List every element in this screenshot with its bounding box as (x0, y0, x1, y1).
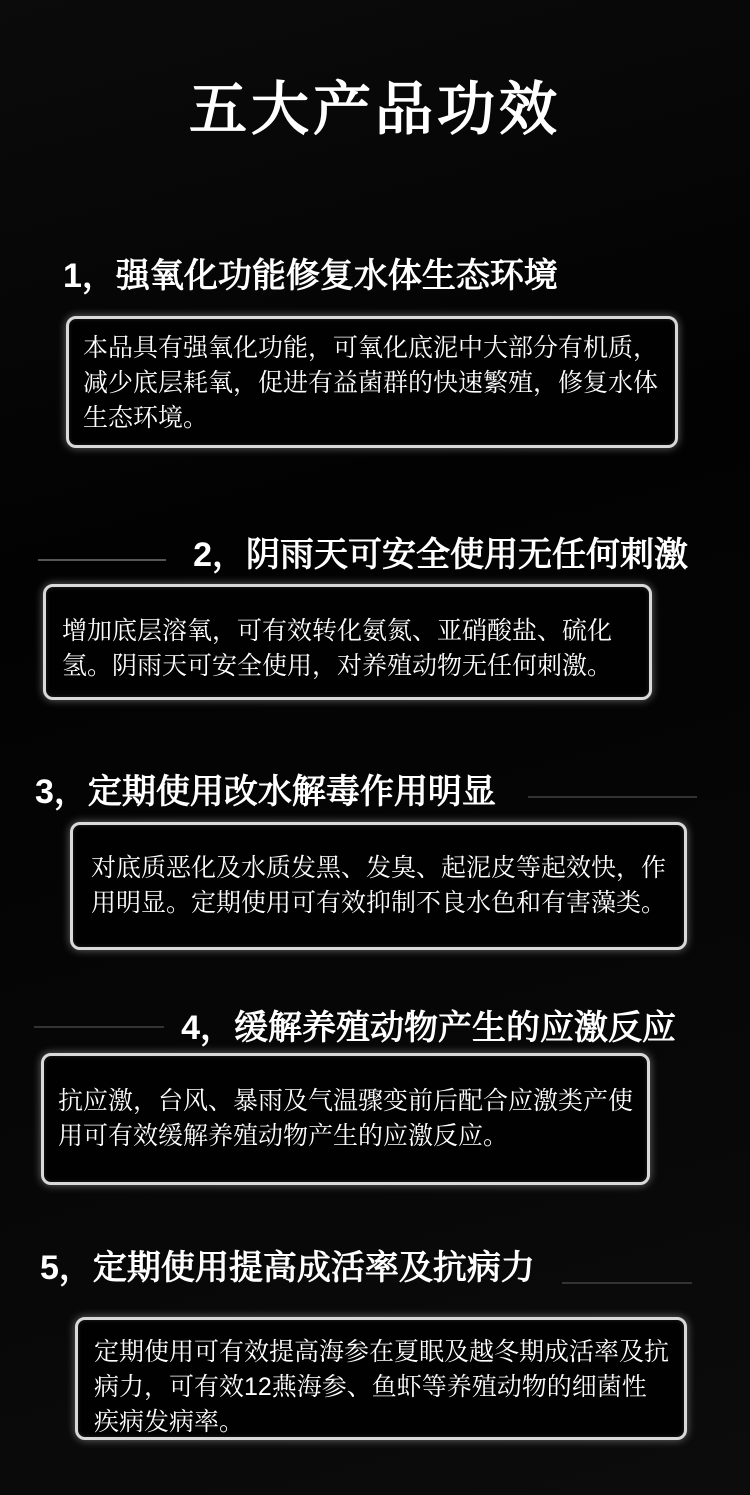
section-3-description-box (70, 822, 687, 950)
section-2-description-box (43, 584, 652, 700)
section-3-description-text: 对底质恶化及水质发黑、发臭、起泥皮等起效快，作用明显。定期使用可有效抑制不良水色和有害藻类。 (91, 854, 667, 917)
heading-rule-left (38, 559, 166, 561)
section-4-heading: 4，缓解养殖动物产生的应激反应 (181, 1009, 676, 1047)
section-5-description-text: 定期使用可有效提高海参在夏眠及越冬期成活率及抗病力，可有效12燕海参、鱼虾等养殖动物的细菌性疾病发病率。 (94, 1338, 670, 1436)
section-3-heading: 3，定期使用改水解毒作用明显 (35, 773, 496, 811)
heading-rule-left (34, 1026, 164, 1028)
page-title: 五大产品功效 (188, 77, 561, 142)
section-2-description-text: 增加底层溶氧，可有效转化氨氮、亚硝酸盐、硫化氢。阴雨天可安全使用，对养殖动物无任何刺激。 (62, 617, 613, 680)
section-1-description-text: 本品具有强氧化功能，可氧化底泥中大部分有机质，减少底层耗氧，促进有益菌群的快速繁殖，修复水体生态环境。 (83, 334, 659, 432)
section-1-description-box (66, 316, 678, 448)
section-5-heading: 5，定期使用提高成活率及抗病力 (40, 1249, 535, 1287)
section-5-description-box (75, 1317, 687, 1440)
section-2-heading: 2，阴雨天可安全使用无任何刺激 (193, 536, 688, 574)
section-1-heading: 1，强氧化功能修复水体生态环境 (63, 257, 558, 295)
heading-rule-right (562, 1282, 692, 1284)
section-4-description-box (41, 1053, 650, 1185)
section-4-description-text: 抗应激，台风、暴雨及气温骤变前后配合应激类产使用可有效缓解养殖动物产生的应激反应。 (58, 1087, 634, 1150)
heading-rule-right (528, 796, 697, 798)
